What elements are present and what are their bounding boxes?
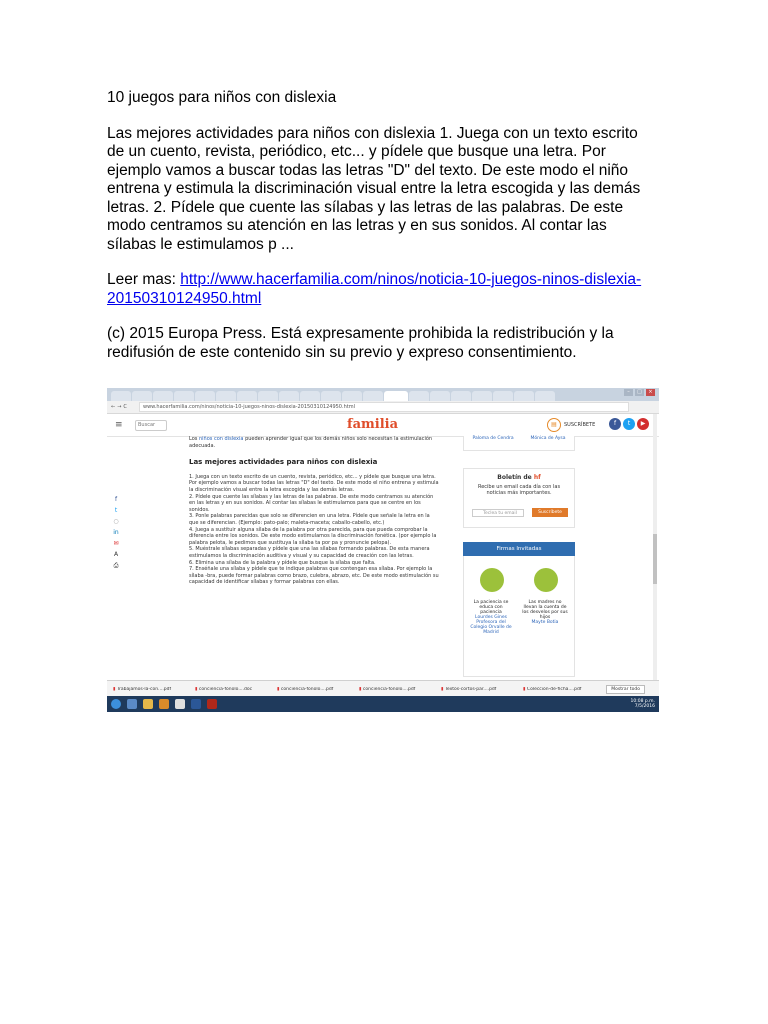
browser-tab[interactable] (279, 391, 299, 401)
browser-tab[interactable] (363, 391, 383, 401)
browser-tab[interactable] (132, 391, 152, 401)
linkedin-share-icon[interactable]: in (113, 529, 119, 536)
list-item: 5. Muéstrale sílabas separadas y pídele que una las sílabas formando palabras. De esta manera estimulamos la discriminación auditiva y visual y su capacidad de creación con las letras. (189, 546, 430, 559)
downloads-bar (107, 680, 659, 697)
intro-rest: pueden aprender igual que los demás niños solo necesitan la estimulación adecuada. (189, 436, 433, 449)
list-item: 2. Pídele que cuente las sílabas y las letras de las palabras. De este modo centramos su atención en las letras y en sus sonidos. Al contar las sílabas le estimulamos para que se centre en los sonidos. (189, 493, 434, 513)
clock-time: 10:08 p.m. (630, 699, 655, 704)
word-icon[interactable] (191, 699, 201, 709)
page-scrollbar[interactable] (653, 414, 657, 684)
document-body: Las mejores actividades para niños con dislexia 1. Juega con un texto escrito de un cuento, revista, periódico, etc... y pídele que busque una letra. Por ejemplo vamos a buscar todas las letras "D" del texto. De este modo el niño entrena y estimula la discriminación visual entre la letra escogida y las demás letras. 2. Pídele que cuente las sílabas y las letras de las palabras. De este modo centramos su atención en las letras y en sus sonidos. Al contar las sílabas le estimulamos p ... (107, 124, 641, 253)
embedded-browser-screenshot (107, 388, 659, 712)
read-more-link[interactable]: http://www.hacerfamilia.com/ninos/noticia-10-juegos-ninos-dislexia-20150310124950.html (107, 271, 642, 307)
browser-tab[interactable] (237, 391, 257, 401)
columnist-name[interactable]: Mónica de Aysa (530, 436, 566, 441)
social-links (609, 418, 649, 430)
subscribe-button[interactable] (547, 418, 595, 432)
chrome-icon[interactable] (175, 699, 185, 709)
close-icon[interactable]: × (646, 389, 655, 396)
twitter-icon[interactable]: t (623, 418, 635, 430)
firma-two-author: Mayte Botia (531, 620, 559, 625)
firma-one[interactable] (468, 600, 514, 635)
hf-logo-icon: hf (533, 474, 541, 481)
list-item: 1. Juega con un texto escrito de un cuento, revista, periódico, etc... y pídele que busque una letra. Por ejemplo vamos a buscar todas las letras "D" del texto. De este modo el niño entrena y estimula la discriminación visual entre la letra escogida y las demás letras. (189, 473, 439, 493)
font-size-icon[interactable]: A (113, 551, 119, 558)
read-more-label: Leer mas: (107, 271, 176, 288)
window-controls (624, 389, 655, 396)
show-all-downloads-button[interactable]: Mostrar todo (606, 685, 645, 694)
read-more-line (107, 271, 655, 308)
browser-tab-active[interactable] (384, 391, 408, 401)
nav-buttons-icon[interactable]: ←→C (111, 404, 129, 410)
firmas-heading: Firmas Invitadas (463, 542, 575, 556)
firma-one-title: La paciencia se educa con paciencia (473, 600, 509, 615)
media-icon[interactable] (159, 699, 169, 709)
firma-two[interactable] (522, 600, 568, 625)
browser-tab[interactable] (300, 391, 320, 401)
browser-tab[interactable] (409, 391, 429, 401)
browser-tab[interactable] (472, 391, 492, 401)
browser-tab[interactable] (342, 391, 362, 401)
browser-tab[interactable] (195, 391, 215, 401)
browser-tab[interactable] (321, 391, 341, 401)
list-item: 6. Elimina una sílaba de la palabra y pídele que busque la sílaba que falta. (189, 559, 376, 566)
download-item[interactable]: ▮ conciencia-fonolo....doc (189, 687, 271, 692)
newsletter-title (469, 474, 569, 481)
googleplus-share-icon[interactable]: ○ (113, 518, 119, 525)
article-intro (189, 436, 439, 449)
columnists-strip (463, 436, 575, 451)
download-item[interactable]: ▮ conciencia-fonolo....pdf (353, 687, 435, 692)
print-icon[interactable]: ⎙ (113, 562, 119, 569)
folder-icon[interactable] (143, 699, 153, 709)
newsletter-title-text: Boletín de (497, 474, 532, 481)
list-item: 7. Enséñale una sílaba y pídele que te indique palabras que contengan esa sílaba. Por ejemplo la sílaba -bra, puede formar palabras como brazo, culebra, abrazo, etc. De este modo estimulación su capacidad de identificar sílabas y formar palabras con ellas. (189, 566, 439, 586)
start-button-icon[interactable] (111, 699, 121, 709)
ie-icon[interactable] (127, 699, 137, 709)
browser-tab[interactable] (216, 391, 236, 401)
browser-tab[interactable] (111, 391, 131, 401)
magazine-icon: ▤ (547, 418, 561, 432)
scrollbar-thumb[interactable] (653, 534, 657, 584)
quill-avatar-icon[interactable] (534, 568, 558, 592)
firmas-box (463, 556, 575, 677)
article-heading: Las mejores actividades para niños con dislexia (189, 458, 378, 467)
subscribe-label: SUSCRÍBETE (564, 422, 596, 428)
windows-taskbar (107, 696, 659, 712)
download-item[interactable]: ▮ Trabajamos-la-con....pdf (107, 687, 189, 692)
firma-two-title: Las madres no llevan la cuenta de los desvelos por sus hijos (522, 600, 568, 620)
clock-date: 7/5/2016 (634, 704, 655, 709)
browser-tab[interactable] (430, 391, 450, 401)
facebook-icon[interactable]: f (609, 418, 621, 430)
site-header (107, 414, 659, 437)
download-item[interactable]: ▮ Textos-cortos-par....pdf (435, 687, 517, 692)
activity-list (189, 474, 439, 586)
hamburger-menu-icon[interactable]: ≡ (115, 420, 123, 430)
address-bar (107, 401, 659, 414)
twitter-share-icon[interactable]: t (114, 507, 118, 514)
browser-tab[interactable] (514, 391, 534, 401)
list-item: 4. Juega a sustituir alguna sílaba de la palabra por otra parecida, para que pueda comprobar la diferencia entre los sonidos. De este modo estimulamos la discriminación fonética. (por ejemplo la palabra pelota, le pedimos que sustituya la sílaba ta por pa y pronuncie pelopa). (189, 526, 437, 546)
newsletter-email-input[interactable]: Teclea tu email (472, 509, 524, 517)
newsletter-subscribe-button[interactable]: Suscríbete (532, 508, 568, 517)
newsletter-box (463, 468, 575, 528)
browser-tab[interactable] (535, 391, 555, 401)
firma-one-author: Lourdes Gines Profesora del Colegio Orvalle de Madrid (470, 615, 512, 635)
right-sidebar (463, 436, 575, 677)
download-item[interactable]: ▮ Coleccion-de-ficha....pdf (517, 687, 599, 692)
browser-tab[interactable] (258, 391, 278, 401)
download-item[interactable]: ▮ conciencia-fonolo....pdf (271, 687, 353, 692)
youtube-icon[interactable]: ▶ (637, 418, 649, 430)
search-input[interactable]: Buscar (135, 420, 167, 431)
url-field[interactable]: www.hacerfamilia.com/ninos/noticia-10-juegos-ninos-dislexia-20150310124950.html (139, 402, 629, 412)
copyright-notice: (c) 2015 Europa Press. Está expresamente prohibida la redistribución y la redifusión de este contenido sin su previo y expreso consentimiento. (107, 325, 614, 361)
quill-avatar-icon[interactable] (480, 568, 504, 592)
facebook-share-icon[interactable]: f (114, 496, 118, 503)
document-title: 10 juegos para niños con dislexia (107, 89, 337, 106)
share-sidebar (111, 496, 121, 570)
browser-tab-bar (107, 388, 659, 401)
document-text (107, 89, 655, 379)
browser-tab[interactable] (153, 391, 173, 401)
minimize-icon[interactable]: – (624, 389, 633, 396)
site-logo[interactable]: familia (347, 417, 399, 432)
system-clock[interactable] (631, 699, 656, 709)
acrobat-icon[interactable] (207, 699, 217, 709)
browser-tab[interactable] (174, 391, 194, 401)
article-body (189, 436, 439, 586)
intro-lead: Los (189, 436, 198, 442)
browser-tab[interactable] (451, 391, 471, 401)
newsletter-text: Recibe un email cada día con las noticias más importantes. (477, 484, 561, 496)
browser-tab[interactable] (493, 391, 513, 401)
email-share-icon[interactable]: ✉ (113, 540, 119, 547)
list-item: 3. Ponle palabras parecidas que solo se diferencien en una letra. Pídele que señale la letra en la que se diferencian. (Ejemplo: pato-palo; maleta-maceta; caballo-cabello, etc.) (189, 513, 430, 526)
maximize-icon[interactable]: □ (635, 389, 644, 396)
columnist-name[interactable]: Paloma de Cendra (472, 436, 514, 441)
intro-link[interactable]: niños con dislexia (198, 436, 244, 442)
